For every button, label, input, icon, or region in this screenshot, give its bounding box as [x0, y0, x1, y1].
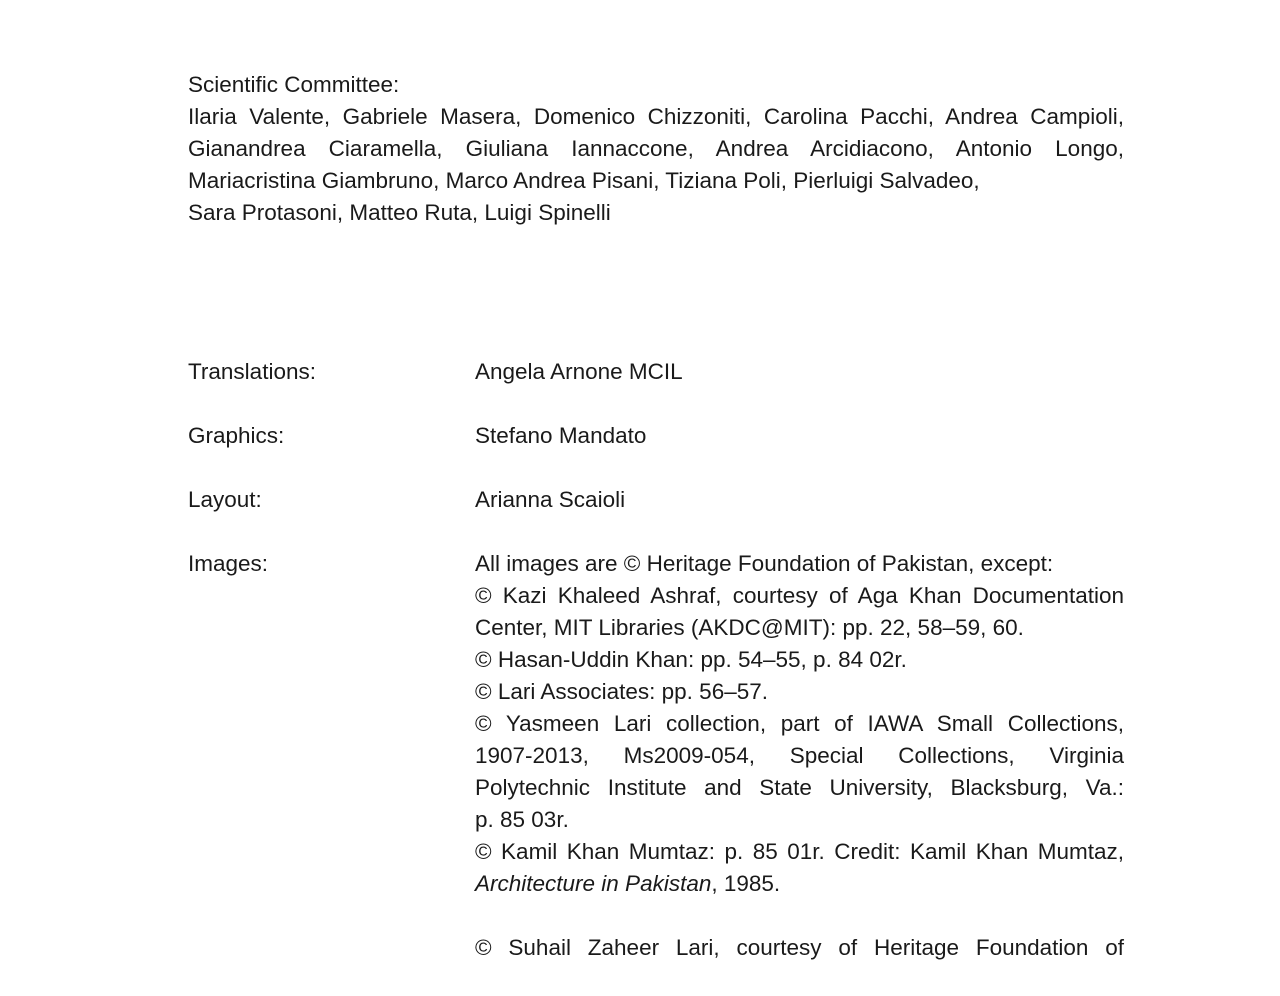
- image-credits: [475, 548, 1124, 964]
- image-credit-line: Polytechnic Institute and State University, Blacksburg, Va.:: [475, 775, 1124, 800]
- credit-label: Images:: [188, 551, 269, 576]
- credit-label: Translations:: [188, 359, 316, 384]
- image-credit-line: © Suhail Zaheer Lari, courtesy of Heritage Foundation of: [475, 935, 1124, 960]
- image-credit-line: All images are © Heritage Foundation of Pakistan, except:: [475, 551, 1054, 576]
- credit-layout: [188, 484, 1124, 516]
- credit-label: Graphics:: [188, 423, 285, 448]
- image-credit-line: © Kamil Khan Mumtaz: p. 85 01r. Credit: Kamil Khan Mumtaz,: [475, 839, 1124, 864]
- committee-line: Ilaria Valente, Gabriele Masera, Domenico Chizzoniti, Carolina Pacchi, Andrea Campioli,: [188, 104, 1124, 129]
- committee-title: Scientific Committee:: [188, 72, 400, 97]
- credit-graphics: [188, 420, 1124, 452]
- book-title: Architecture in Pakistan: [475, 871, 712, 896]
- credits-section: [188, 356, 1124, 996]
- credit-value: Stefano Mandato: [475, 423, 647, 448]
- image-credit-line: © Kazi Khaleed Ashraf, courtesy of Aga Khan Documentation: [475, 583, 1124, 608]
- image-credit-line: 1907-2013, Ms2009-054, Special Collections, Virginia: [475, 743, 1124, 768]
- credit-label: Layout:: [188, 487, 262, 512]
- credit-images: [188, 548, 1124, 964]
- credit-translations: [188, 356, 1124, 388]
- image-credit-line: © Lari Associates: pp. 56–57.: [475, 679, 769, 704]
- credit-value: Arianna Scaioli: [475, 487, 626, 512]
- committee-line: Mariacristina Giambruno, Marco Andrea Pisani, Tiziana Poli, Pierluigi Salvadeo,: [188, 168, 980, 193]
- committee-line: Sara Protasoni, Matteo Ruta, Luigi Spinelli: [188, 200, 611, 225]
- scientific-committee: [188, 69, 1124, 229]
- committee-members: [188, 101, 1124, 229]
- spacer: [475, 900, 1124, 932]
- committee-line: Gianandrea Ciaramella, Giuliana Iannaccone, Andrea Arcidiacono, Antonio Longo,: [188, 136, 1124, 161]
- credit-value: Angela Arnone MCIL: [475, 359, 683, 384]
- image-credit-line: [475, 868, 1124, 900]
- image-credit-line: © Yasmeen Lari collection, part of IAWA Small Collections,: [475, 711, 1124, 736]
- image-credit-line: Center, MIT Libraries (AKDC@MIT): pp. 22, 58–59, 60.: [475, 615, 1024, 640]
- book-suffix: , 1985.: [711, 871, 781, 896]
- image-credit-line: © Hasan-Uddin Khan: pp. 54–55, p. 84 02r.: [475, 647, 907, 672]
- image-credit-line: p. 85 03r.: [475, 807, 569, 832]
